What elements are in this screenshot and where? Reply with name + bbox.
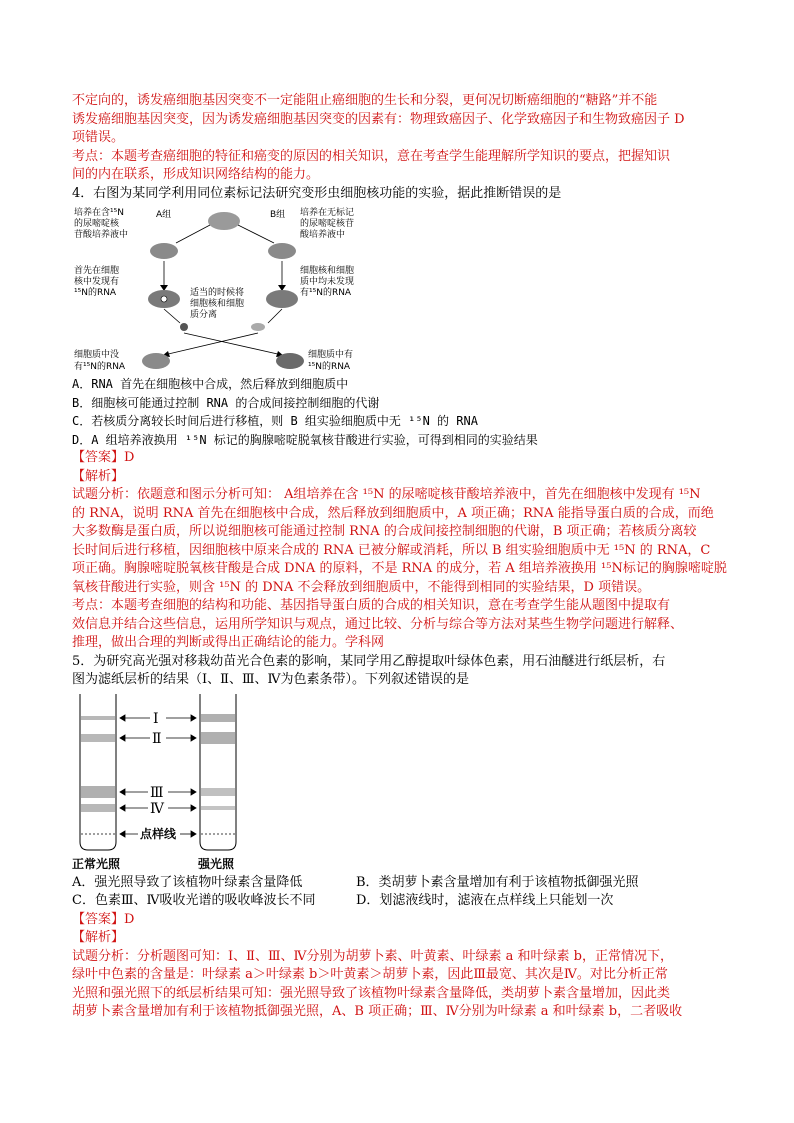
q4-kaodian-line: 推理，做出合理的判断或得出正确结论的能力。学科网: [72, 635, 385, 650]
band-label-iv: Ⅳ: [150, 800, 164, 817]
q5-option-c: C．色素Ⅲ、Ⅳ吸收光谱的吸收峰波长不同: [72, 893, 316, 908]
band-iii-strong: [201, 788, 235, 796]
q4-kaodian-line: 考点：本题考查细胞的结构和功能、基因指导蛋白质的合成的相关知识，意在考查学生能从题图中提取有: [72, 598, 671, 613]
b-culture-text: 培养在无标记: [300, 208, 355, 218]
a-nucleus-text: ¹⁵N的RNA: [74, 288, 117, 298]
band-iv-normal: [81, 804, 115, 812]
a-nucleus-text: 首先在细胞: [74, 266, 120, 276]
b-result-text: 细胞质中有: [308, 350, 354, 360]
amoeba-icon: [268, 243, 296, 259]
amoeba-icon: [276, 353, 304, 369]
q4-analysis-line: 长时间后进行移植，因细胞核中原来合成的 RNA 已被分解或消耗，所以 B 组实验细胞质中无 ¹⁵N 的 RNA，C: [72, 542, 711, 558]
q5-option-a: A．强光照导致了该植物叶绿素含量降低: [72, 874, 303, 890]
a-culture-text: 的尿嘧啶核: [74, 219, 120, 229]
q4-analysis-line: 大多数酶是蛋白质，所以说细胞核可能通过控制 RNA 的合成间接控制细胞的代谢，B 项正确；若核质分离较: [72, 524, 697, 539]
q5-stem-line: 5．为研究高光强对移栽幼苗光合色素的影响，某同学用乙醇提取叶绿体色素，用石油醚进行纸层析，右: [72, 653, 666, 669]
band-label-iii: Ⅲ: [150, 784, 164, 801]
amoeba-icon: [266, 290, 298, 308]
cytoplasm-icon: [251, 323, 265, 331]
amoeba-icon: [208, 212, 240, 230]
band-iii-normal: [81, 786, 115, 798]
middle-text: 适当的时候将: [190, 288, 245, 298]
chromatography-diagram: [72, 694, 272, 874]
nucleus-icon: [180, 323, 188, 331]
q5-analysis-line: 绿叶中色素的含量是：叶绿素 a＞叶绿素 b＞叶黄素＞胡萝卜素，因此Ⅲ最宽、其次是Ⅳ。对比分析正常: [72, 967, 668, 982]
band-ii-normal: [81, 734, 115, 742]
band-ii-strong: [201, 732, 235, 744]
q4-analysis-line: 项正确。胸腺嘧啶脱氧核苷酸是合成 DNA 的原料，不是 RNA 的成分，若 A 组培养液换用 ¹⁵N标记的胸腺嘧啶脱: [72, 561, 727, 576]
strong-light-caption: 强光照: [198, 856, 235, 871]
band-label-i: Ⅰ: [153, 710, 159, 727]
b-nucleus-text: 有¹⁵N的RNA: [300, 288, 352, 298]
amoeba-icon: [150, 243, 178, 259]
amoeba-experiment-diagram: [72, 203, 402, 375]
band-iv-strong: [201, 806, 235, 810]
middle-text: 细胞核和细胞: [190, 299, 245, 309]
q5-options-row-1: [72, 874, 724, 893]
q4-option-a: A．RNA 首先在细胞核中合成，然后释放到细胞质中: [72, 377, 349, 391]
a-culture-text: 苷酸培养液中: [74, 230, 129, 240]
q4-analysis-label: 【解析】: [72, 468, 125, 484]
q4-option-b: B．细胞核可能通过控制 RNA 的合成间接控制细胞的代谢: [72, 395, 380, 410]
q5-analysis-line: 试题分析：分析题图可知：Ⅰ、Ⅱ、Ⅲ、Ⅳ分别为胡萝卜素、叶黄素、叶绿素 a 和叶绿素 b，正常情况下，: [72, 948, 673, 964]
group-b-label: B组: [270, 210, 286, 220]
q5-figure: [72, 694, 272, 874]
a-result-text: 细胞质中没: [74, 350, 120, 360]
middle-text: 质分离: [190, 310, 218, 320]
band-i-normal: [81, 716, 115, 720]
q5-options-row-2: [72, 892, 724, 911]
q4-option-c: C．若核质分离较长时间后进行移植，则 B 组实验细胞质中无 ¹⁵N 的 RNA: [72, 414, 478, 428]
q4-kaodian-line: 效信息并结合这些信息，运用所学知识与观点，通过比较、分析与综合等方法对某些生物学问题进行解释、: [72, 616, 684, 632]
a-result-text: 有¹⁵N的RNA: [74, 362, 126, 372]
band-label-ii: Ⅱ: [152, 730, 162, 747]
q5-analysis-line: 胡萝卜素含量增加有利于该植物抵御强光照，A、B 项正确；Ⅲ、Ⅳ分别为叶绿素 a 和叶绿素 b，二者吸收: [72, 1004, 683, 1019]
b-culture-text: 的尿嘧啶核苷: [300, 219, 355, 229]
group-a-label: A组: [156, 210, 172, 220]
amoeba-icon: [142, 353, 170, 369]
origin-label: 点样线: [140, 826, 177, 841]
a-culture-text: 培养在含¹⁵N: [74, 208, 124, 218]
q5-option-d: D．划滤液线时，滤液在点样线上只能划一次: [356, 893, 614, 908]
q5-option-b: B．类胡萝卜素含量增加有利于该植物抵御强光照: [356, 874, 639, 890]
q4-answer: 【答案】D: [72, 450, 135, 465]
band-i-strong: [201, 714, 235, 722]
q3-analysis-line: 项错误。: [72, 130, 125, 145]
q5-answer: 【答案】D: [72, 911, 135, 927]
document-page: [72, 92, 727, 1022]
q5-analysis-line: 光照和强光照下的纸层析结果可知：强光照导致了该植物叶绿素含量降低，类胡萝卜素含量增加，因此类: [72, 985, 671, 1001]
q3-analysis-line: 不定向的，诱发癌细胞基因突变不一定能阻止癌细胞的生长和分裂，更何况切断癌细胞的“糖路”并不能: [72, 93, 658, 108]
a-nucleus-text: 核中发现有: [74, 277, 120, 287]
q4-analysis-line: 的 RNA，说明 RNA 首先在细胞核中合成，然后释放到细胞质中，A 项正确；RNA 能指导蛋白质的合成，而绝: [72, 505, 714, 521]
q3-kaodian-line: 间的内在联系，形成知识网络结构的能力。: [72, 167, 320, 182]
b-nucleus-text: 细胞核和细胞: [300, 266, 355, 276]
q4-stem: 4．右图为某同学利用同位素标记法研究变形虫细胞核功能的实验，据此推断错误的是: [72, 185, 562, 201]
b-nucleus-text: 质中均未发现: [300, 277, 355, 287]
q3-kaodian-line: 考点：本题考查癌细胞的特征和癌变的原因的相关知识，意在考查学生能理解所学知识的要点，把握知识: [72, 148, 671, 164]
q4-figure: [72, 203, 402, 375]
q4-analysis-line: 试题分析：依题意和图示分析可知： A组培养在含 ¹⁵N 的尿嘧啶核苷酸培养液中，首先在细胞核中发现有 ¹⁵N: [72, 487, 701, 502]
b-result-text: ¹⁵N的RNA: [308, 362, 351, 372]
q4-option-d: D．A 组培养液换用 ¹⁵N 标记的胸腺嘧啶脱氧核苷酸进行实验，可得到相同的实验结果: [72, 432, 538, 447]
q5-stem-line: 图为滤纸层析的结果（Ⅰ、Ⅱ、Ⅲ、Ⅳ为色素条带）。下列叙述错误的是: [72, 672, 469, 687]
b-culture-text: 酸培养液中: [300, 230, 346, 240]
q3-analysis-line: 诱发癌细胞基因突变，因为诱发癌细胞基因突变的因素有：物理致癌因子、化学致癌因子和生物致癌因子 D: [72, 111, 685, 127]
q5-analysis-label: 【解析】: [72, 930, 125, 945]
normal-light-caption: 正常光照: [72, 856, 121, 871]
q4-analysis-line: 氧核苷酸进行实验，则含 ¹⁵N 的 DNA 不会释放到细胞质中，不能得到相同的实验结果，D 项错误。: [72, 579, 651, 595]
